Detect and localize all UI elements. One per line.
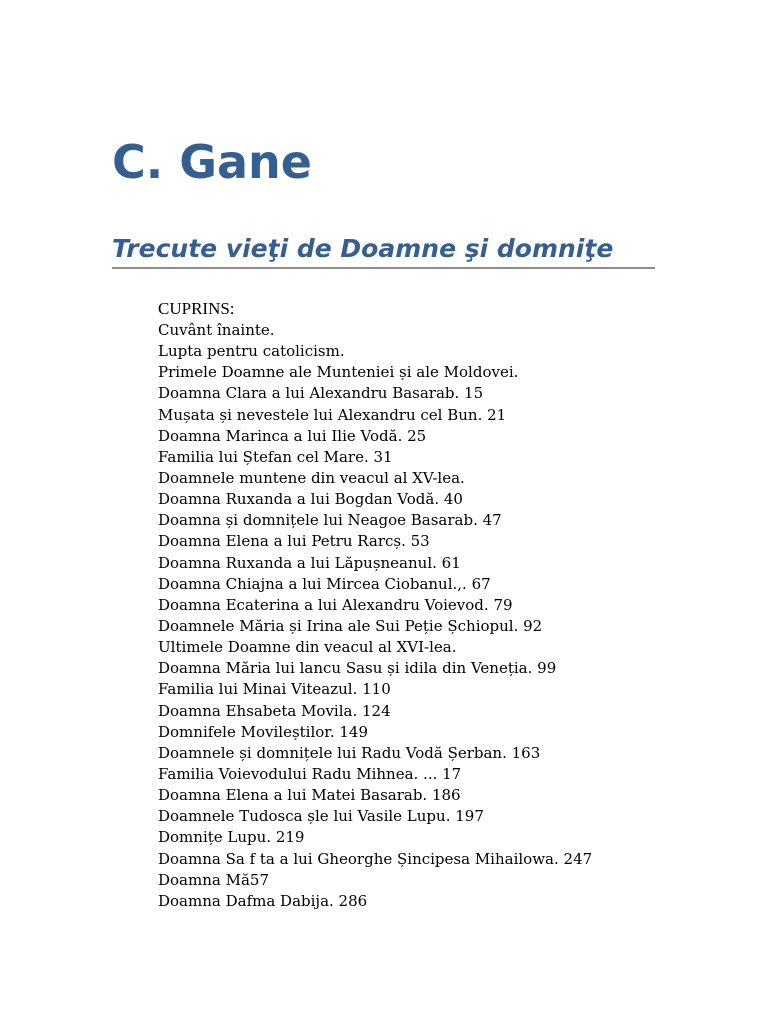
toc-entry: Doamna Dafma Dabija. 286: [158, 891, 368, 910]
toc-entry: Doamna Ehsabeta Movila. 124: [158, 701, 391, 720]
toc-entry: Ultimele Doamne din veacul al XVI-lea.: [158, 638, 457, 657]
book-title: Trecute vieţi de Doamne şi domniţe: [112, 234, 614, 263]
toc-entry: Mușata și nevestele lui Alexandru cel Bun. 21: [158, 405, 507, 424]
toc-entry: Doamna Ruxanda a lui Lăpușneanul. 61: [158, 553, 461, 572]
toc-entry: Doamnele Tudosca șle lui Vasile Lupu. 197: [158, 807, 484, 826]
toc-entry: Doamnele și domnițele lui Radu Vodă Șerban. 163: [158, 743, 541, 762]
toc-entry: Doamnele muntene din veacul al XV-lea.: [158, 468, 465, 487]
toc-entry: Domnițe Lupu. 219: [158, 828, 305, 847]
toc-entry: Familia lui Ștefan cel Mare. 31: [158, 447, 393, 466]
toc-entry: Doamna Elena a lui Matei Basarab. 186: [158, 786, 461, 805]
toc-entry: Doamna Mă57: [158, 870, 269, 889]
author-name: C. Gane: [112, 135, 312, 189]
toc-entry: Familia lui Minai Viteazul. 110: [158, 680, 391, 699]
toc-entry: Doamna Chiajna a lui Mircea Ciobanul.,. 67: [158, 574, 491, 593]
table-of-contents: [158, 320, 592, 912]
toc-entry: Familia Voievodului Radu Mihnea. ... 17: [158, 764, 462, 783]
toc-heading: CUPRINS:: [158, 299, 235, 318]
toc-entry: Doamnele Măria și Irina ale Sui Peție Șchiopul. 92: [158, 616, 543, 635]
toc-entry: Doamna Măria lui lancu Sasu și idila din Veneția. 99: [158, 659, 557, 678]
toc-entry: Lupta pentru catolicism.: [158, 342, 345, 361]
toc-entry: Doamna și domnițele lui Neagoe Basarab. 47: [158, 511, 502, 530]
title-underline: [112, 267, 655, 269]
toc-entry: Doamna Ruxanda a lui Bogdan Vodă. 40: [158, 490, 463, 509]
toc-entry: Doamna Clara a lui Alexandru Basarab. 15: [158, 384, 484, 403]
toc-entry: Domnifele Movileștilor. 149: [158, 722, 368, 741]
toc-entry: Doamna Ecaterina a lui Alexandru Voievod. 79: [158, 595, 513, 614]
toc-entry: Primele Doamne ale Munteniei și ale Moldovei.: [158, 363, 519, 382]
toc-entry: Doamna Marinca a lui Ilie Vodă. 25: [158, 426, 427, 445]
toc-entry: Cuvânt înainte.: [158, 321, 275, 339]
toc-entry: Doamna Elena a lui Petru Rarcș. 53: [158, 532, 430, 551]
toc-entry: Doamna Sa f ta a lui Gheorghe Șincipesa Mihailowa. 247: [158, 849, 593, 868]
